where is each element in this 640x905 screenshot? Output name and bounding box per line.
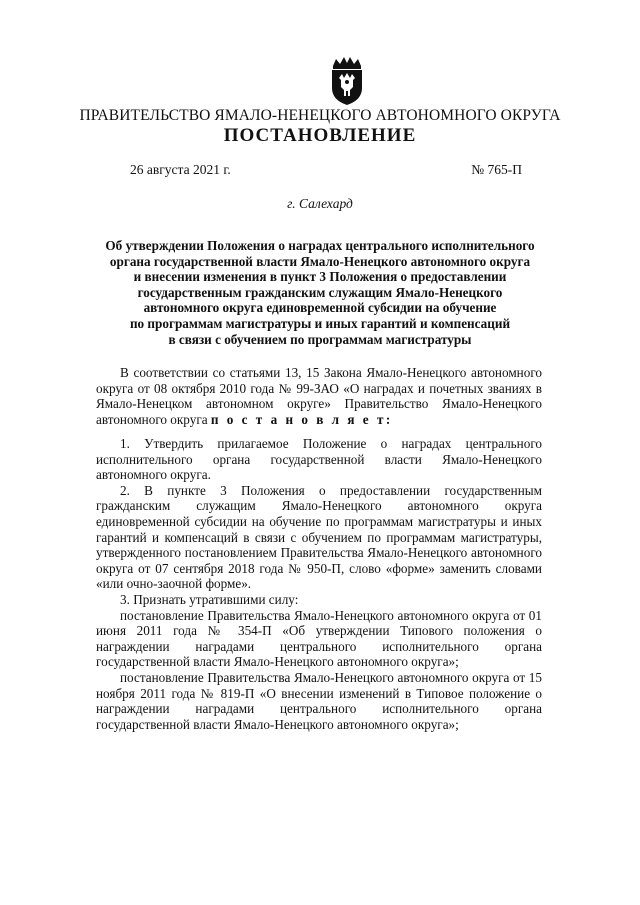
subject-line: органа государственной власти Ямало-Ненецкого автономного округа xyxy=(109,253,531,269)
government-name: ПРАВИТЕЛЬСТВО ЯМАЛО-НЕНЕЦКОГО АВТОНОМНОГО ОКРУГА xyxy=(79,107,561,124)
subject-line: и внесении изменения в пункт 3 Положения о предоставлении xyxy=(133,269,507,285)
preamble xyxy=(96,365,542,427)
point-3: 3. Признать утратившими силу: xyxy=(120,591,299,607)
point-1: 1. Утвердить прилагаемое Положение о наградах центрального исполнительного органа государственной власти Ямало-Ненецкого автономного округа. xyxy=(96,436,542,483)
decree-points xyxy=(96,436,542,732)
decree-subject xyxy=(100,238,540,347)
decree-city: г. Салехард xyxy=(287,196,353,211)
subject-line: по программам магистратуры и иных гарантий и компенсаций xyxy=(129,315,511,331)
subject-line: Об утверждении Положения о наградах центрального исполнительного xyxy=(105,238,535,253)
preamble-paragraph xyxy=(96,365,542,427)
decree-word: п о с т а н о в л я е т: xyxy=(210,411,393,427)
subject-line: государственным гражданским служащим Ямало-Ненецкого xyxy=(137,284,503,300)
decree-number: № 765-П xyxy=(471,162,522,177)
yamal-coat-of-arms-icon xyxy=(327,56,367,106)
decree-date: 26 августа 2021 г. xyxy=(130,162,231,177)
point-3-item-1: постановление Правительства Ямало-Ненецкого автономного округа от 01 июня 2011 года № 354-П «Об утверждении Типового положения о награждении наградами центрального исполнительного органа государственной власти Ямало-Ненецкого автономного округа»; xyxy=(96,607,542,670)
preamble-text: В соответствии со статьями 13, 15 Закона Ямало-Ненецкого автономного округа от 08 октября 2010 года № 99-ЗАО «О наградах и почетных званиях в Ямало-Ненецком автономном округе» Правительство Ямало-Ненецкого автономного округа xyxy=(96,365,542,427)
subject-line: в связи с обучением по программам магистратуры xyxy=(168,331,472,347)
subject-line: автономного округа единовременной субсидии на обучение xyxy=(143,300,497,316)
point-3-item-2: постановление Правительства Ямало-Ненецкого автономного округа от 15 ноября 2011 года № 819-П «О внесении изменений в Типовое положение о награждении наградами центрального исполнительного органа государственной власти Ямало-Ненецкого автономного округа»; xyxy=(96,669,542,732)
document-type-title: ПОСТАНОВЛЕНИЕ xyxy=(223,125,417,146)
point-2: 2. В пункте 3 Положения о предоставлении государственным гражданским служащим Ямало-Ненецкого автономного округа единовременной субсидии на обучение по программам магистратуры и иных гарантий и компенсаций в связи с обучением по программам магистратуры, утвержденного постановлением Правительства Ямало-Ненецкого автономного округа от 07 сентября 2018 года № 950-П, слово «форме» заменить словами «или очно-заочной форме». xyxy=(96,482,542,592)
